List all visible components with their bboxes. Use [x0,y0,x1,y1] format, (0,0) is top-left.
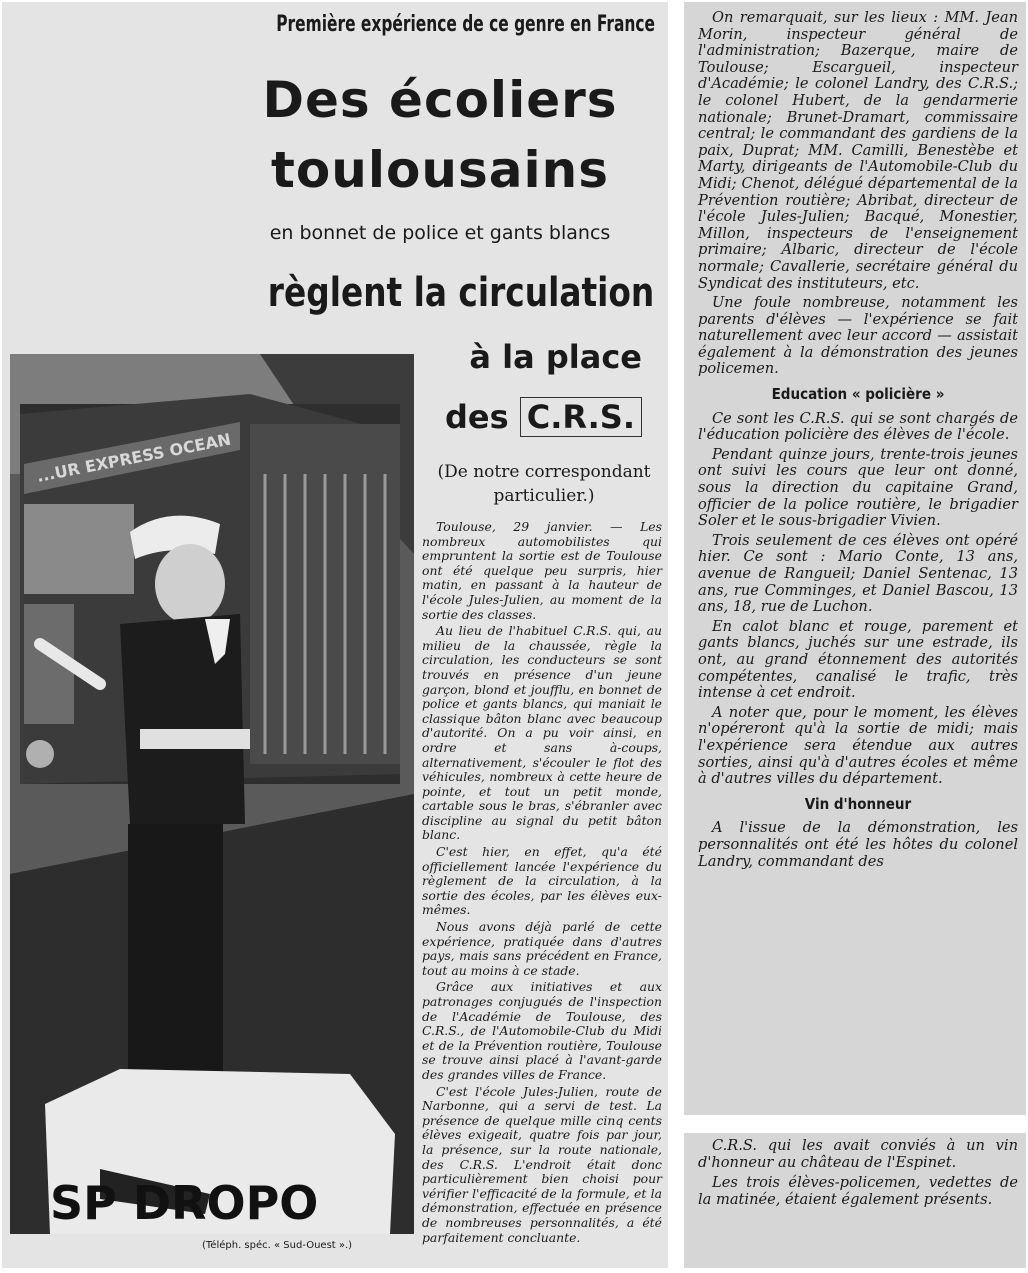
headline-subtitle: en bonnet de police et gants blancs [269,222,611,244]
paragraph: A noter que, pour le moment, les élèves n'opéreront qu'à la sortie de midi; mais l'expérience sera étendue aux autres sorties, ainsi qu'à d'autres écoles et même à d'autres villes du département. [698,703,1018,788]
headline-kicker: Première expérience de ce genre en France [276,12,656,37]
headline-crs-box: C.R.S. [520,397,642,437]
paragraph: En calot blanc et rouge, parement et gants blancs, juchés sur une estrade, ils ont, au grand étonnement des autorités compétentes, canalisé le trafic, très intense à cet endroit. [698,617,1018,702]
paragraph: Au lieu de l'habituel C.R.S. qui, au milieu de la chaussée, règle la circulation, les conducteurs se sont trouvés en présence d'un jeune garçon, blond et joufflu, en bonnet de police et gants blancs, qui maniait le classique bâton blanc avec beaucoup d'autorité. On a pu voir ainsi, en ordre et sans à-coups, alternativement, s'écouler le flot des véhicules, nombreux à cette heure de pointe, et tout un petit monde, cartable sous le bras, s'ébranler avec discipline au signal du petit bâton blanc. [422,623,662,843]
paragraph: Trois seulement de ces élèves ont opéré hier. Ce sont : Mario Conte, 13 ans, avenue de Rangueil; Daniel Sentenac, 13 ans, rue Comminges, et Daniel Bascou, 13 ans, 18, rue de Luchon. [698,531,1018,616]
paragraph: Grâce aux initiatives et aux patronages conjugués de l'inspection de l'Académie de Toulouse, des C.R.S., de l'Automobile-Club du Midi et de la Prévention routière, Toulouse se trouve ainsi placé à l'avant-garde des grandes villes de France. [422,979,662,1082]
article-right-column-continued [698,1138,1018,1212]
headline-line-5-prefix: des [444,398,509,436]
paragraph: Une foule nombreuse, notamment les parents d'élèves — l'expérience se fait naturellement avec leur accord — assistait également à la démonstration des jeunes policemen. [698,294,1018,378]
photo-caption: (Téléph. spéc. « Sud-Ouest ».) [202,1240,353,1251]
headline-line-2: toulousains [271,141,609,199]
headline-line-4: à la place [469,338,642,376]
correspondent-line-1: (De notre correspondant [437,462,651,482]
subheading-vin: Vin d'honneur [804,794,912,813]
headline-line-3: règlent la circulation [267,270,655,316]
paragraph: C.R.S. qui les avait conviés à un vin d'honneur au château de l'Espinet. [698,1137,1018,1171]
paragraph: Nous avons déjà parlé de cette expérience, pratiquée dans d'autres pays, mais sans précédent en France, tout au moins à ce stade. [422,919,662,978]
subheading-education: Education « policière » [771,385,945,404]
paragraph: Toulouse, 29 janvier. — Les nombreux automobilistes qui empruntent la sortie est de Toulouse ont été quelque peu surpris, hier matin, en passant à la hauteur de l'école Jules-Julien, au moment de la sortie des classes. [422,519,662,622]
photo-boy-directing-traffic [10,354,414,1234]
headline-line-1: Des écoliers [262,71,618,129]
paragraph: C'est hier, en effet, qu'a été officiellement lancée l'expérience du règlement de la circulation, à la sortie des écoles, par les élèves eux-mêmes. [422,844,662,918]
truck-lettering: ...UR EXPRESS OCEAN [35,429,233,486]
paragraph: Les trois élèves-policemen, vedettes de la matinée, étaient également présents. [698,1174,1018,1208]
photo-illustration [10,354,414,1234]
left-clipping [2,2,668,1268]
paragraph: C'est l'école Jules-Julien, route de Narbonne, qui a servi de test. La présence de quelque mille cinq cents élèves exigeait, quatre fois par jour, la présence, sur la route nationale, des C.R.S. L'endroit était donc particulièrement bien choisi pour vérifier l'efficacité de la formule, et la démonstration, effectuée en présence de nombreuses personnalités, a été parfaitement concluante. [422,1083,662,1245]
paragraph: Ce sont les C.R.S. qui se sont chargés de l'éducation policière des élèves de l'école. [698,409,1018,444]
paragraph: A l'issue de la démonstration, les personnalités ont été les hôtes du colonel Landry, commandant des [698,819,1018,870]
clipping-gap [684,1115,1026,1133]
headline-line-5 [445,398,642,436]
podium-lettering: SP DROPO [50,1176,319,1230]
correspondent-line-2: particulier.) [493,486,595,506]
paragraph: Pendant quinze jours, trente-trois jeunes ont suivi les cours que leur ont donné, sous la direction du capitaine Grand, officier de la police routière, le brigadier Soler et le sous-brigadier Vivien. [698,445,1018,530]
paragraph: On remarquait, sur les lieux : MM. Jean Morin, inspecteur général de l'administration; Bazerque, maire de Toulouse; Escargueil, inspecteur d'Académie; le colonel Landry, des C.R.S.; le colonel Hubert, de la gendarmerie nationale; Brunet-Dramart, commissaire central; le commandant des gardiens de la paix, Duprat; MM. Camilli, Benestèbe et Marty, dirigeants de l'Automobile-Club du Midi; Chenot, délégué départemental de la Prévention routière; Abribat, directeur de l'école Jules-Julien; Bacqué, Monestier, Millon, inspecteurs de l'enseignement primaire; Albaric, directeur de l'école normale; Cavallerie, secrétaire général du Syndicat des instituteurs, etc. [698,9,1018,292]
article-right-column [698,10,1018,873]
correspondent-note [420,460,668,508]
article-left-column [422,520,662,1247]
